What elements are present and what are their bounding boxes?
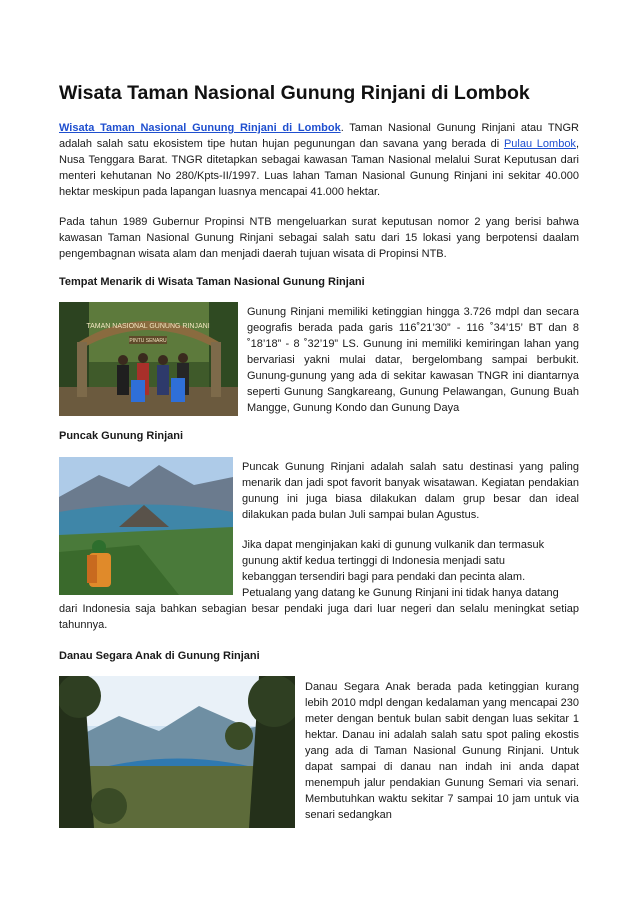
paragraph-1989: Pada tahun 1989 Gubernur Propinsi NTB mengeluarkan surat keputusan nomor 2 yang berisi bahwa kawasan Taman Nasional Gunung Rinjani sebagai salah satu dari 15 lokasi yang berpotensi daalam pengembagnan wisata alam dan menjadi daerah tujuan wisata di Propinsi NTB. [59, 216, 579, 260]
section2-text2-line-4: Petualang yang datang ke Gunung Rinjani ini tidak hanya datang [242, 587, 559, 599]
section2-text2-line-2: gunung aktif kedua tertinggi di Indonesia menjadi satu [242, 555, 505, 567]
section-heading-danau: Danau Segara Anak di Gunung Rinjani [59, 650, 260, 662]
intro-text-a: . Taman Nasional Gunung Rinjani atau TNGR adalah salah satu ekosistem tipe hutan hujan pegunungan dan savana yang berada di [59, 122, 579, 150]
section2-text2-line-1: Jika dapat menginjakan kaki di gunung vulkanik dan termasuk [242, 539, 545, 551]
photo-rinjani-gate-hikers [59, 302, 238, 416]
section2-text2-full: dari Indonesia saja bahkan sebagian besar pendaki juga dari luar negeri dan selalu meningkat setiap tahunnya. [59, 603, 579, 631]
section2-text2-line-3: kebanggan tersendiri bagi para pendaki dan pecinta alam. [242, 571, 526, 583]
pulau-lombok-link[interactable]: Pulau Lombok [503, 138, 576, 150]
section2-text2-indented [242, 537, 579, 601]
section-heading-tempat-menarik: Tempat Menarik di Wisata Taman Nasional Gunung Rinjani [59, 276, 365, 288]
photo-segara-anak-lake [59, 676, 295, 828]
section-heading-puncak: Puncak Gunung Rinjani [59, 430, 184, 442]
section1-text: Gunung Rinjani memiliki ketinggian hingga 3.726 mdpl dan secara geografis berada pada garis 116˚21’30” - 116 ˚34’15’ BT dan 8 ˚18’18” - 8 ˚32’19” LS. Gunung ini memiliki kemiringan lahan yang bervariasi yakni mulai datar, bergelombang sampai berbukit. Gunung-gunung yang ada di sekitar kawasan TNGR ini diantarnya seperti Gunung Sangkareang, Gunung Pelawangan, Gunung Buah Mangge, Gunung Kondo dan Gunung Daya [247, 306, 579, 414]
sign-text-bottom: PINTU SENARU [129, 338, 167, 344]
intro-text-b: , Nusa Tenggara Barat. TNGR ditetapkan sebagai kawasan Taman Nasional melalui Surat Keputusan dari menteri kehutanan No 280/Kpts-II/1997. Luas lahan Taman Nasional Gunung Rinjani ini sekitar 40.000 hektar meskipun pada lapangan luasnya mencapai 41.000 hektar. [59, 138, 579, 198]
intro-title-link[interactable]: Wisata Taman Nasional Gunung Rinjani di Lombok [59, 122, 341, 134]
section2-text1: Puncak Gunung Rinjani adalah salah satu destinasi yang paling menarik dan jadi spot favorit banyak wisatawan. Kegiatan pendakian gunung ini juga biasa dilakukan dalam grup besar dan ideal dilakukan pada bulan Juli sampai bulan Agustus. [242, 461, 579, 521]
sign-text-top: TAMAN NASIONAL GUNUNG RINJANI [86, 323, 210, 330]
section3-text: Danau Segara Anak berada pada ketinggian kurang lebih 2010 mdpl dengan kedalaman yang mencapai 230 meter dengan bentuk bulan sabit dengan luas sekitar 1 hektar. Danau ini adalah salah satu spot paling ekostis yang ada di Taman Nasional Gunung Rinjani. Untuk dapat sampai di danau nan indah ini anda dapat menempuh jalur pendakian Gunung Semari via senari. Membutuhkan waktu sekitar 7 sampai 10 jam untuk via senari sedangkan [305, 681, 579, 821]
page-title: Wisata Taman Nasional Gunung Rinjani di Lombok [59, 82, 530, 104]
photo-rinjani-summit [59, 457, 233, 595]
intro-paragraph [59, 120, 579, 200]
